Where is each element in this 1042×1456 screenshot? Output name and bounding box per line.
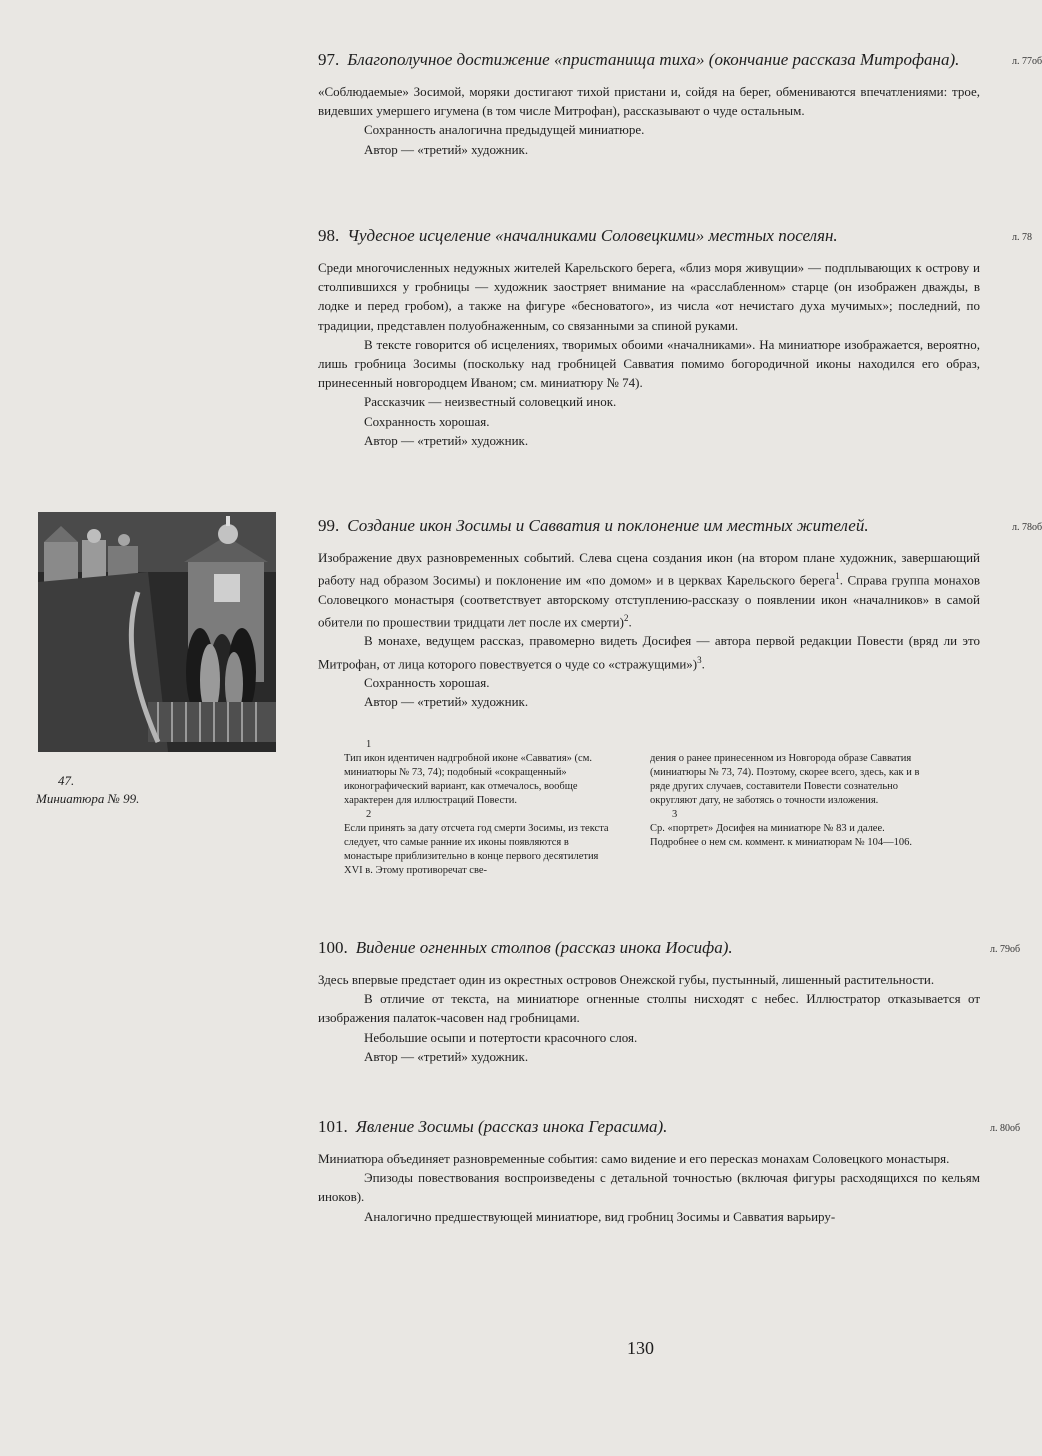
- paragraph: Автор — «третий» художник.: [364, 141, 529, 157]
- folio-note: л. 78: [1012, 232, 1032, 243]
- footnote-text: Ср. «портрет» Досифея на миниатюре № 83 и далее. Подробнее о нем см. коммент. к миниатюрам № 104—106.: [650, 823, 912, 848]
- paragraph: Изображение двух разновременных событий. Слева сцена создания икон (на втором плане художник, завершающий работу над образом Зосимы) и поклонение им «по домом» и в церквах Карельского берега$^1$. Справа группа монахов Соловецкого монастыря (соответствует авторскому отступлению-рассказу о появлении икон «началников» в самой обители по прошествии тридцати лет после их смерти)$^2$.: [318, 550, 981, 630]
- paragraph: В тексте говорится об исцелениях, творимых обоими «началниками». На миниатюре изображается, вероятно, лишь гробница Зосимы (поскольку над гробницей Савватия помимо богородичной иконы находился его образ, принесенный новгородцем Иваном; см. миниатюру № 74).: [318, 336, 980, 391]
- paragraph: Эпизоды повествования воспроизведены с детальной точностью (включая фигуры расходящихся по кельям иноков).: [318, 1170, 980, 1205]
- entry-97: [318, 50, 980, 159]
- entry-heading: [318, 938, 980, 958]
- paragraph: Аналогично предшествующей миниатюре, вид гробниц Зосимы и Савватия варьиру-: [364, 1208, 836, 1224]
- folio-note: л. 80об: [990, 1123, 1021, 1134]
- footnote-column-right: [650, 752, 920, 850]
- entry-101: [318, 1117, 980, 1226]
- entry-heading: [318, 1117, 980, 1137]
- entry-heading: [318, 226, 980, 246]
- miniature-illustration: [38, 512, 276, 752]
- paragraph: Автор — «третий» художник.: [364, 694, 529, 710]
- entry-number: 98.: [318, 226, 340, 245]
- paragraph: «Соблюдаемые» Зосимой, моряки достигают тихой пристани и, сойдя на берег, обмениваются впечатлениями: трое, видевших умершего игумена (в том числе Митрофан), рассказывают о чуде остальным.: [318, 84, 980, 119]
- entry-99: [318, 516, 980, 712]
- footnote-text: Если принять за дату отсчета год смерти Зосимы, из текста следует, что самые ранние их иконы появляются в монастыре приблизительно в конце первого десятилетия XVI в. Этому противоречат све-: [344, 823, 609, 876]
- paragraph: Сохранность хорошая.: [364, 675, 490, 691]
- entry-98: [318, 226, 980, 450]
- entry-title: Благополучное достижение «пристанища тиха» (окончание рассказа Митрофана).: [347, 50, 960, 69]
- paragraph: Среди многочисленных недужных жителей Карельского берега, «близ моря живущии» — подплывающих к острову и столпившихся у гробницы — художник заостряет внимание на «расслабленном» старце (он изображен дважды, в лодке и перед гробом), а также на фигуре «бесноватого», из числа «от нечистаго духа мучимых»; последний, по традиции, представлен полуобнаженным, со связанными за спиной руками.: [318, 260, 980, 333]
- footnote-mark: 1: [366, 739, 372, 750]
- entry-100: [318, 938, 980, 1066]
- entry-number: 100.: [318, 938, 348, 957]
- paragraph: Сохранность аналогична предыдущей миниатюре.: [364, 122, 645, 138]
- paragraph: В отличие от текста, на миниатюре огненные столпы нисходят с небес. Иллюстратор отказывается от изображения палаток-часовен над гробницами.: [318, 991, 980, 1026]
- entry-number: 99.: [318, 516, 340, 535]
- entry-title: Явление Зосимы (рассказ инока Герасима).: [355, 1117, 668, 1136]
- folio-note: л. 78об: [1012, 522, 1042, 533]
- entry-heading: [318, 516, 980, 536]
- figure-caption: [36, 772, 216, 808]
- folio-note: л. 77об: [1012, 56, 1042, 67]
- paragraph: Здесь впервые предстает один из окрестных островов Онежской губы, пустынный, лишенный растительности.: [318, 972, 935, 987]
- paragraph: Сохранность хорошая.: [364, 413, 490, 429]
- page-number: 130: [627, 1338, 654, 1358]
- footnote-mark: 3: [672, 809, 678, 820]
- entry-title: Видение огненных столпов (рассказ инока Иосифа).: [355, 938, 733, 957]
- paragraph: Автор — «третий» художник.: [364, 1048, 529, 1064]
- entry-title: Чудесное исцеление «началниками Соловецкими» местных поселян.: [347, 226, 838, 245]
- paragraph: Небольшие осыпи и потертости красочного слоя.: [364, 1029, 638, 1045]
- figure-caption-text: Миниатюра № 99.: [36, 791, 140, 806]
- footnote-text: дения о ранее принесенном из Новгорода образе Савватия (миниатюры № 73, 74). Поэтому, скорее всего, здесь, как и в ряде других случаев, составители Повести сознательно округляют дату, не заботясь о точности изложения.: [650, 753, 920, 806]
- entry-number: 97.: [318, 50, 340, 69]
- paragraph: Миниатюра объединяет разновременные события: само видение и его пересказ монахам Соловецкого монастыря.: [318, 1151, 950, 1166]
- footnote-column-left: [344, 738, 614, 878]
- figure-number: 47.: [58, 773, 75, 788]
- entry-heading: [318, 50, 980, 70]
- entry-title: Создание икон Зосимы и Савватия и поклонение им местных жителей.: [347, 516, 869, 535]
- entry-number: 101.: [318, 1117, 348, 1136]
- paragraph: Автор — «третий» художник.: [364, 432, 529, 448]
- miniature-image: [38, 512, 276, 752]
- paragraph: Рассказчик — неизвестный соловецкий инок.: [364, 394, 617, 410]
- folio-note: л. 79об: [990, 944, 1021, 955]
- footnote-text: Тип икон идентичен надгробной иконе «Савватия» (см. миниатюры № 73, 74); подобный «сокращенный» иконографический вариант, как отмечалось, вообще характерен для иллюстраций Повести.: [344, 753, 592, 806]
- footnote-mark: 2: [366, 809, 372, 820]
- paragraph: В монахе, ведущем рассказ, правомерно видеть Досифея — автора первой редакции Повести (вряд ли это Митрофан, от лица которого повествуется о чуде со «стражущими»)$^3$.: [318, 633, 980, 671]
